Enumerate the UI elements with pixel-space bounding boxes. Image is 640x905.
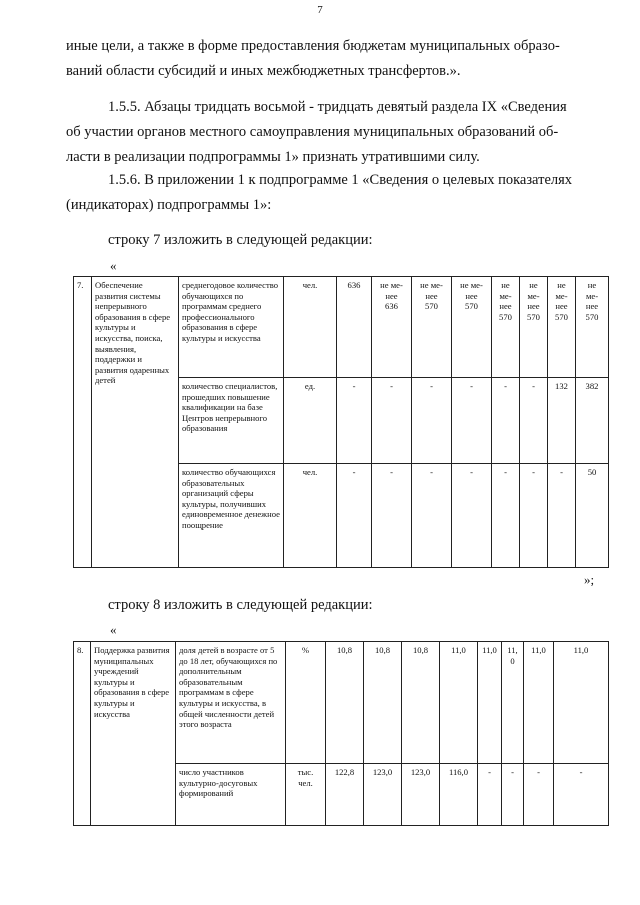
value-cell: -: [492, 378, 520, 464]
goal-cell: Обеспечение развития системы непрерывного образования в сфере культуры и искусства, поиска, выявления, поддержки и развития одаренных детей: [92, 277, 179, 568]
page-number: 7: [317, 4, 323, 16]
paragraph-1-5-5: [66, 95, 567, 170]
value-cell: 11,0: [478, 642, 502, 764]
text-line: 1.5.5. Абзацы тридцать восьмой - тридцать девятый раздела IX «Сведения: [108, 99, 567, 115]
value-cell: 11,0: [524, 642, 554, 764]
value-cell: 10,8: [326, 642, 364, 764]
value-cell: не ме- нее 570: [492, 277, 520, 378]
open-quote: «: [110, 258, 117, 273]
paragraph-1-5-6: [66, 168, 572, 218]
row8-intro: строку 8 изложить в следующей редакции:: [108, 597, 373, 613]
indicator-cell: доля детей в возрасте от 5 до 18 лет, обучающихся по дополнительным образовательным программам в сфере культуры и искусства, в общей численности детей этого возраста: [176, 642, 286, 764]
unit-cell: %: [286, 642, 326, 764]
row7-intro: строку 7 изложить в следующей редакции:: [108, 232, 373, 248]
value-cell: -: [478, 764, 502, 826]
goal-cell: Поддержка развития муниципальных учреждений культуры и образования в сфере культуры и искусства: [91, 642, 176, 826]
paragraph-continuation: [66, 34, 560, 84]
value-cell: -: [554, 764, 609, 826]
open-quote: «: [110, 622, 117, 637]
indicator-table-row-7: [73, 276, 609, 568]
value-cell: -: [337, 378, 372, 464]
value-cell: 123,0: [402, 764, 440, 826]
value-cell: -: [520, 464, 548, 568]
text-line: (индикаторах) подпрограммы 1»:: [66, 197, 272, 213]
value-cell: 123,0: [364, 764, 402, 826]
value-cell: 11,0: [554, 642, 609, 764]
value-cell: -: [452, 378, 492, 464]
value-cell: 132: [548, 378, 576, 464]
value-cell: 11, 0: [502, 642, 524, 764]
text-line: 1.5.6. В приложении 1 к подпрограмме 1 «Сведения о целевых показателях: [108, 172, 573, 188]
text-line: об участии органов местного самоуправления муниципальных образований об-: [66, 124, 559, 140]
value-cell: не ме- нее 570: [548, 277, 576, 378]
row-number: 7.: [74, 277, 92, 568]
unit-cell: чел.: [284, 277, 337, 378]
value-cell: 10,8: [402, 642, 440, 764]
indicator-table-row-8: [73, 641, 609, 826]
row-number: 8.: [74, 642, 91, 826]
indicator-cell: среднегодовое количество обучающихся по программам среднего профессионального образования в сфере культуры и искусства: [179, 277, 284, 378]
value-cell: 382: [576, 378, 609, 464]
value-cell: 116,0: [440, 764, 478, 826]
value-cell: не ме- нее 636: [372, 277, 412, 378]
value-cell: -: [548, 464, 576, 568]
table-row: [74, 642, 609, 764]
value-cell: -: [502, 764, 524, 826]
value-cell: 122,8: [326, 764, 364, 826]
value-cell: не ме- нее 570: [412, 277, 452, 378]
value-cell: не ме- нее 570: [576, 277, 609, 378]
value-cell: 50: [576, 464, 609, 568]
value-cell: 636: [337, 277, 372, 378]
table-row: [74, 277, 609, 378]
value-cell: не ме- нее 570: [520, 277, 548, 378]
close-quote: »;: [584, 572, 595, 587]
text-line: ваний области субсидий и иных межбюджетных трансфертов.».: [66, 63, 461, 79]
value-cell: -: [412, 464, 452, 568]
value-cell: -: [524, 764, 554, 826]
value-cell: -: [492, 464, 520, 568]
value-cell: -: [412, 378, 452, 464]
value-cell: не ме- нее 570: [452, 277, 492, 378]
indicator-cell: количество обучающихся образовательных организаций сферы культуры, получивших единовременное денежное поощрение: [179, 464, 284, 568]
unit-cell: тыс. чел.: [286, 764, 326, 826]
text-line: ласти в реализации подпрограммы 1» признать утратившими силу.: [66, 149, 480, 165]
indicator-cell: количество специалистов, прошедших повышение квалификации на базе Центров непрерывного образования: [179, 378, 284, 464]
value-cell: 11,0: [440, 642, 478, 764]
value-cell: -: [372, 464, 412, 568]
value-cell: -: [337, 464, 372, 568]
value-cell: -: [372, 378, 412, 464]
unit-cell: чел.: [284, 464, 337, 568]
value-cell: -: [520, 378, 548, 464]
value-cell: 10,8: [364, 642, 402, 764]
value-cell: -: [452, 464, 492, 568]
unit-cell: ед.: [284, 378, 337, 464]
text-line: иные цели, а также в форме предоставления бюджетам муниципальных образо-: [66, 38, 560, 54]
indicator-cell: число участников культурно-досуговых формирований: [176, 764, 286, 826]
